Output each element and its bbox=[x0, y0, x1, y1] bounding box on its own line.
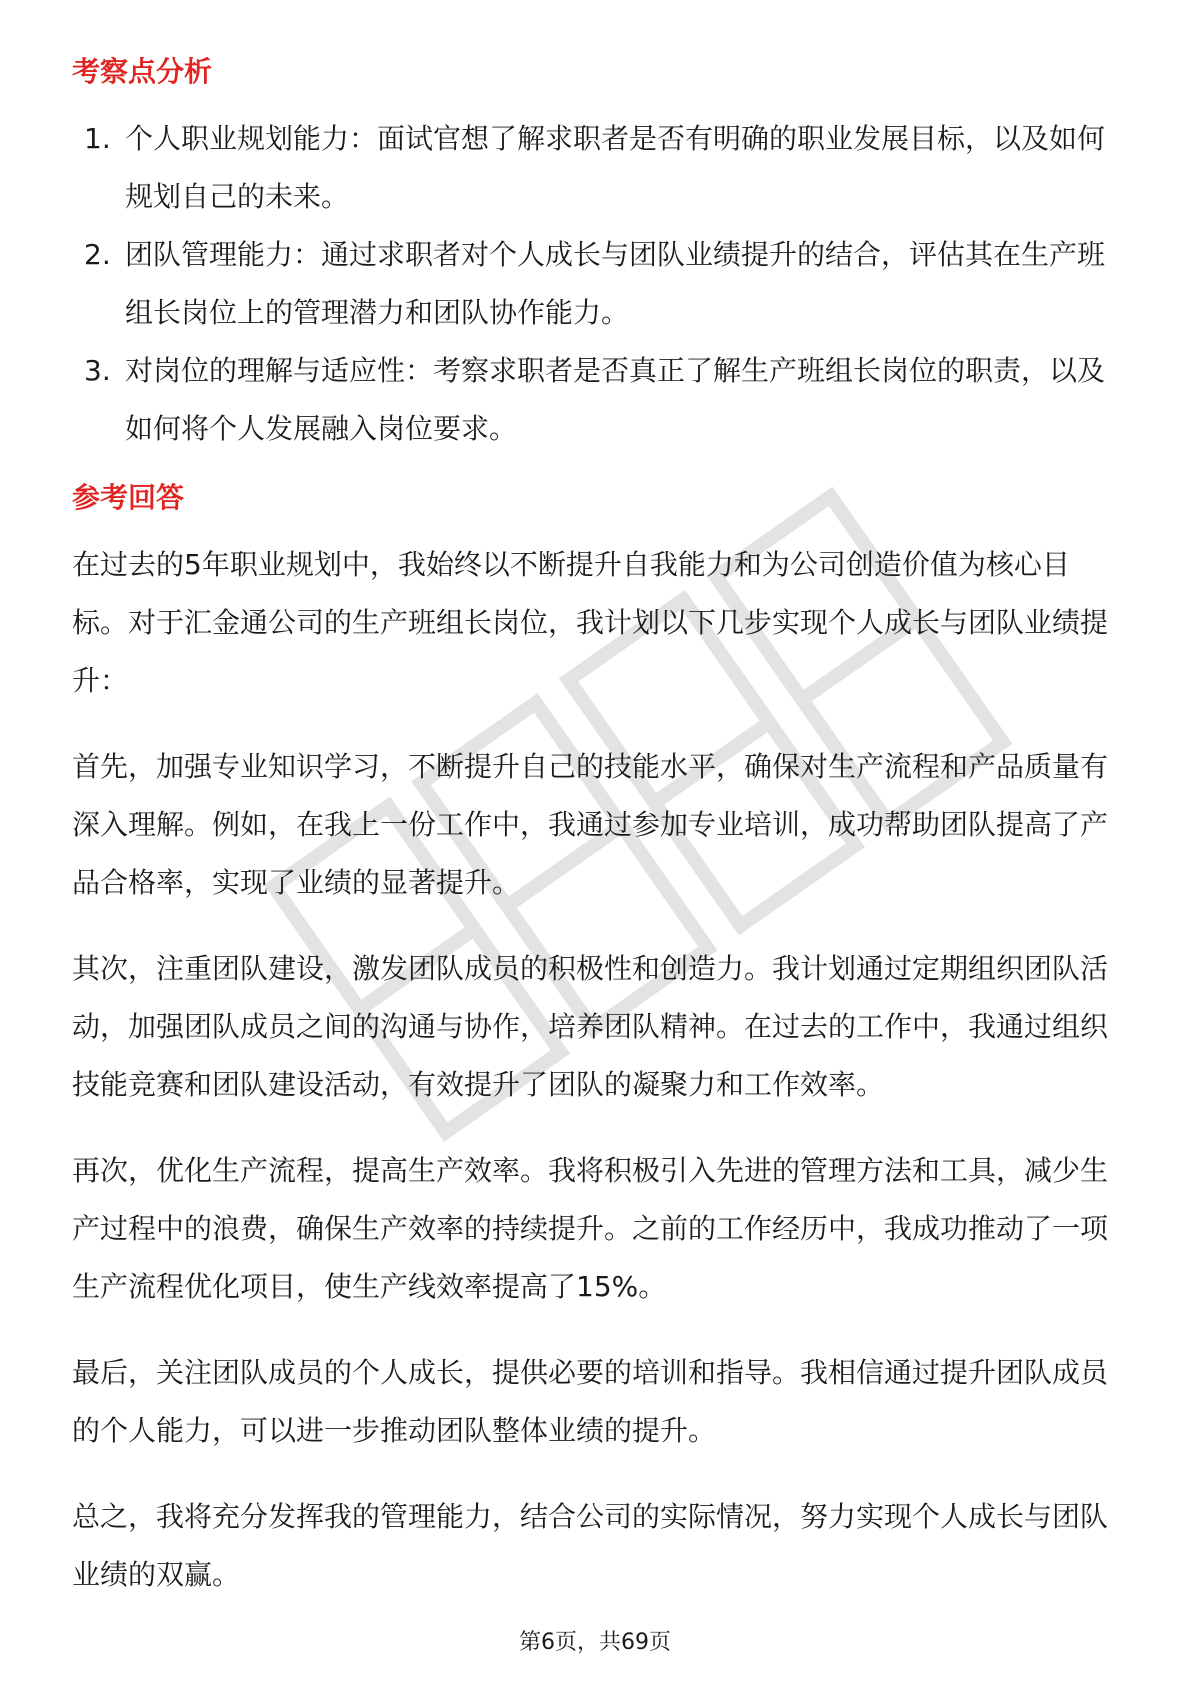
reference-heading: 参考回答 bbox=[72, 481, 185, 514]
list-item-text: 团队管理能力：通过求职者对个人成长与团队业绩提升的结合，评估其在生产班组长岗位上的管理潜力和团队协作能力。 bbox=[125, 238, 1106, 329]
list-item bbox=[72, 110, 1112, 226]
answer-paragraph: 总之，我将充分发挥我的管理能力，结合公司的实际情况，努力实现个人成长与团队业绩的双赢。 bbox=[72, 1500, 1109, 1591]
list-item-text: 个人职业规划能力：面试官想了解求职者是否有明确的职业发展目标，以及如何规划自己的未来。 bbox=[125, 122, 1106, 213]
list-item bbox=[72, 342, 1112, 458]
answer-paragraph: 首先，加强专业知识学习，不断提升自己的技能水平，确保对生产流程和产品质量有深入理解。例如，在我上一份工作中，我通过参加专业培训，成功帮助团队提高了产品合格率，实现了业绩的显著提升。 bbox=[72, 750, 1109, 899]
analysis-heading: 考察点分析 bbox=[72, 55, 213, 88]
answer-paragraph: 在过去的5年职业规划中，我始终以不断提升自我能力和为公司创造价值为核心目标。对于汇金通公司的生产班组长岗位，我计划以下几步实现个人成长与团队业绩提升： bbox=[72, 548, 1109, 697]
list-item-number: 1. bbox=[84, 122, 111, 155]
list-item-number: 2. bbox=[84, 238, 111, 271]
answer-paragraph: 最后，关注团队成员的个人成长，提供必要的培训和指导。我相信通过提升团队成员的个人能力，可以进一步推动团队整体业绩的提升。 bbox=[72, 1356, 1109, 1447]
page-number: 第6页，共69页 bbox=[519, 1630, 671, 1655]
answer-paragraph: 再次，优化生产流程，提高生产效率。我将积极引入先进的管理方法和工具，减少生产过程中的浪费，确保生产效率的持续提升。之前的工作经历中，我成功推动了一项生产流程优化项目，使生产线效率提高了15%。 bbox=[72, 1154, 1109, 1303]
list-item bbox=[72, 226, 1112, 342]
list-item-text: 对岗位的理解与适应性：考察求职者是否真正了解生产班组长岗位的职责，以及如何将个人发展融入岗位要求。 bbox=[125, 354, 1106, 445]
analysis-list bbox=[72, 110, 1112, 458]
main-content bbox=[72, 48, 1112, 1604]
answer-paragraph: 其次，注重团队建设，激发团队成员的积极性和创造力。我计划通过定期组织团队活动，加强团队成员之间的沟通与协作，培养团队精神。在过去的工作中，我通过组织技能竞赛和团队建设活动，有效提升了团队的凝聚力和工作效率。 bbox=[72, 952, 1109, 1101]
list-item-number: 3. bbox=[84, 354, 111, 387]
